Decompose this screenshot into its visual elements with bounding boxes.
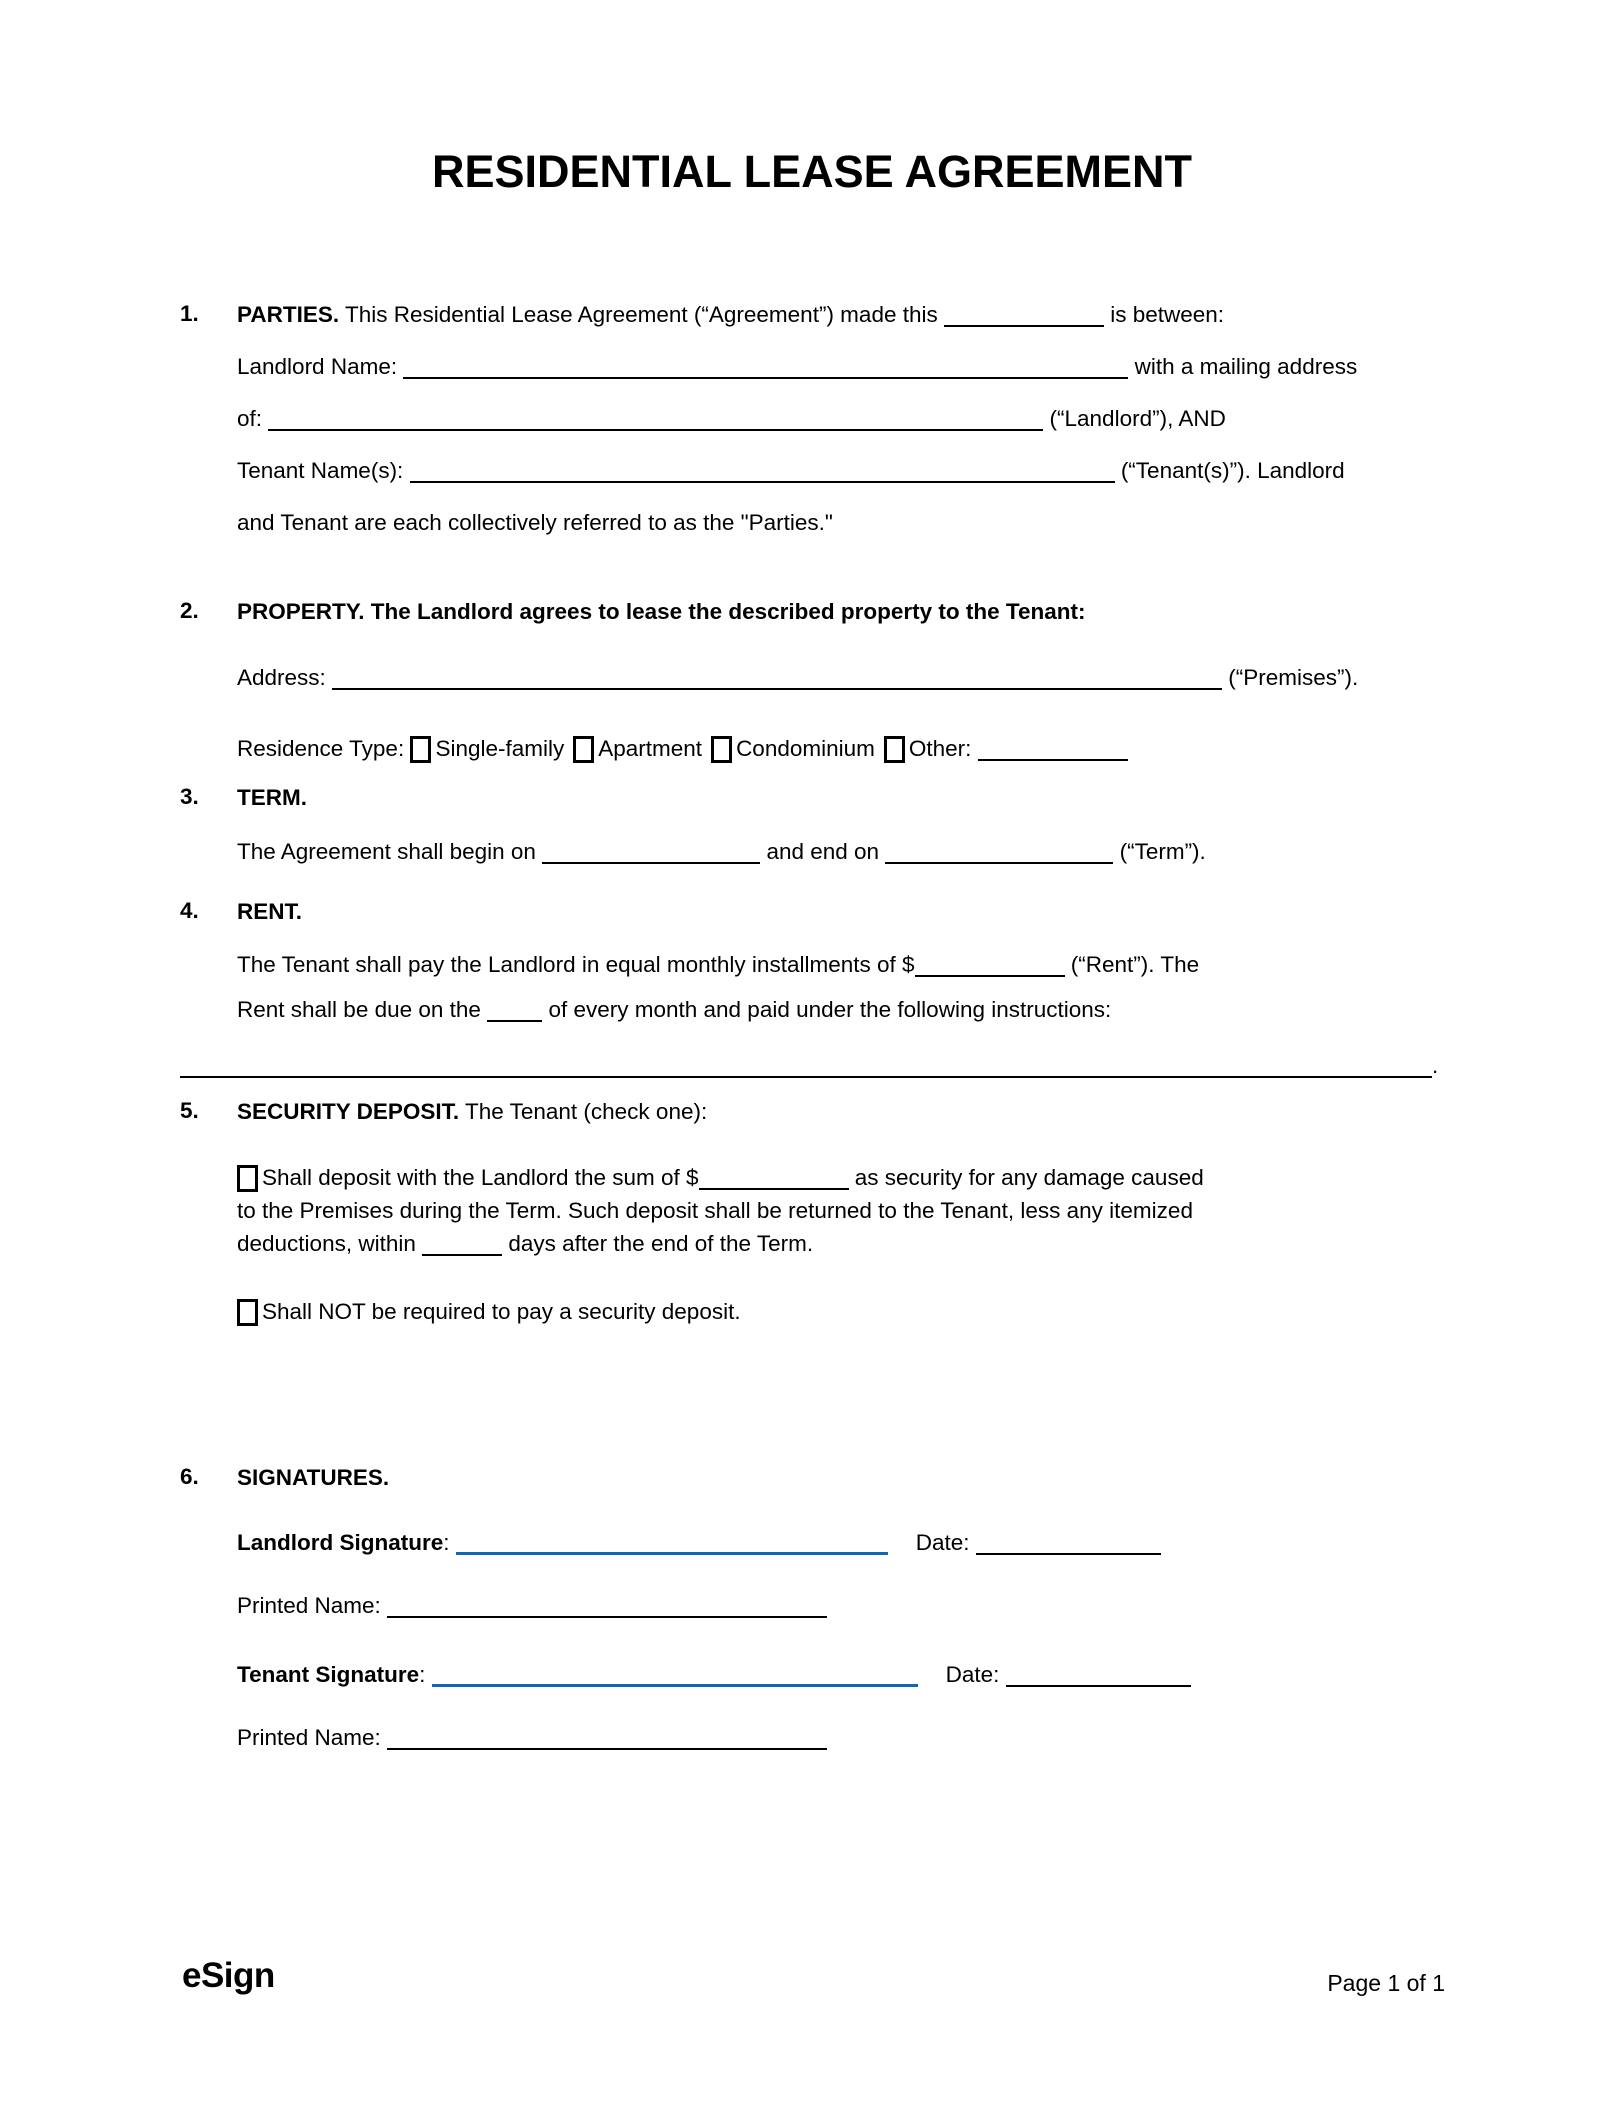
landlord-printed-name-label: Printed Name: [237, 1593, 388, 1618]
parties-closing-line: and Tenant are each collectively referred to as the "Parties." [237, 510, 833, 535]
tenant-names-blank[interactable] [410, 481, 1115, 483]
label-colon: : [443, 1530, 456, 1555]
deposit-opt1-text-b: as security for any damage caused [848, 1165, 1204, 1190]
tenant-printed-name-label: Printed Name: [237, 1725, 388, 1750]
term-tail: (“Term”). [1113, 839, 1206, 864]
tenant-name-tail: (“Tenant(s)”). Landlord [1114, 458, 1345, 483]
checkbox-no-deposit[interactable] [237, 1299, 258, 1326]
landlord-printed-name-row [237, 1591, 1444, 1621]
section-security-deposit [180, 1098, 1444, 1330]
deposit-opt1-text-c: deductions, within [237, 1231, 423, 1256]
term-start-blank[interactable] [542, 862, 760, 864]
deposit-opt1-text-d: days after the end of the Term. [502, 1231, 814, 1256]
tenant-printed-name-blank[interactable] [387, 1748, 827, 1750]
residence-type-line [237, 731, 1444, 767]
deposit-return-days-blank[interactable] [422, 1254, 502, 1256]
term-heading: TERM. [237, 785, 307, 810]
term-end-text: and end on [760, 839, 886, 864]
option-single-family-label: Single-family [435, 736, 565, 761]
deposit-opt2-text: Shall NOT be required to pay a security deposit. [262, 1299, 741, 1324]
checkbox-apartment[interactable] [573, 736, 594, 763]
payment-instructions-line [180, 1054, 1444, 1078]
document-title: RESIDENTIAL LEASE AGREEMENT [431, 146, 1193, 197]
parties-intro-tail: is between: [1103, 302, 1225, 327]
tenant-name-line [237, 457, 1444, 485]
property-heading-rest: The Landlord agrees to lease the described property to the Tenant: [364, 599, 1086, 624]
of-tail: (“Landlord”), AND [1043, 406, 1226, 431]
section-parties [180, 301, 1444, 537]
checkbox-other[interactable] [884, 736, 905, 763]
landlord-name-line [237, 353, 1444, 381]
deposit-opt1-text-a: Shall deposit with the Landlord the sum of $ [262, 1165, 699, 1190]
section-number: 4. [180, 898, 199, 923]
deposit-amount-blank[interactable] [699, 1188, 849, 1190]
tenant-date-label: Date: [945, 1662, 1006, 1687]
tenant-signature-line[interactable] [432, 1684, 918, 1687]
term-end-blank[interactable] [885, 862, 1113, 864]
deposit-opt1-text-l2: to the Premises during the Term. Such deposit shall be returned to the Tenant, less any itemized [237, 1198, 1193, 1223]
premises-address-blank[interactable] [332, 688, 1222, 690]
landlord-date-blank[interactable] [976, 1553, 1161, 1555]
document-body [0, 301, 1624, 1753]
landlord-address-blank[interactable] [268, 429, 1043, 431]
rent-due-text: Rent shall be due on the [237, 997, 488, 1022]
tenant-date-blank[interactable] [1006, 1685, 1191, 1687]
section-number: 5. [180, 1098, 199, 1123]
property-heading: PROPERTY. [237, 599, 365, 624]
term-dates-line [237, 838, 1444, 866]
page-indicator: Page 1 of 1 [1327, 1970, 1445, 1996]
rent-due-tail: of every month and paid under the following instructions: [542, 997, 1112, 1022]
deposit-heading: SECURITY DEPOSIT. [237, 1099, 460, 1124]
option-apartment-label: Apartment [598, 736, 703, 761]
rent-amount-text: The Tenant shall pay the Landlord in equal monthly installments of $ [237, 952, 915, 977]
landlord-name-tail: with a mailing address [1128, 354, 1358, 379]
esign-logo: eSign [182, 1956, 275, 1995]
residence-other-blank[interactable] [978, 759, 1128, 761]
option-other-label: Other: [908, 736, 972, 761]
of-label: of: [237, 406, 269, 431]
parties-intro-text: This Residential Lease Agreement (“Agreement”) made this [339, 302, 944, 327]
deposit-heading-rest: The Tenant (check one): [459, 1099, 708, 1124]
rent-heading-line [237, 898, 1444, 926]
landlord-printed-name-blank[interactable] [387, 1616, 827, 1618]
deposit-option-1 [237, 1161, 1444, 1260]
residence-type-label: Residence Type: [237, 736, 411, 761]
rent-heading: RENT. [237, 899, 303, 924]
term-heading-line [237, 784, 1444, 812]
checkbox-condominium[interactable] [711, 736, 732, 763]
option-condominium-label: Condominium [736, 736, 875, 761]
section-signatures [180, 1464, 1444, 1753]
deposit-option-2 [237, 1294, 1444, 1330]
rent-amount-line [237, 951, 1444, 979]
rent-due-line [237, 996, 1444, 1024]
agreement-date-blank[interactable] [944, 325, 1104, 327]
section-number: 3. [180, 784, 199, 809]
section-number: 1. [180, 301, 199, 326]
address-label: Address: [237, 665, 333, 690]
rent-amount-tail: (“Rent”). The [1064, 952, 1200, 977]
address-tail: (“Premises”). [1222, 665, 1359, 690]
parties-intro-line [237, 301, 1444, 329]
property-address-line [237, 664, 1444, 692]
landlord-name-blank[interactable] [403, 377, 1128, 379]
label-colon: : [419, 1662, 432, 1687]
section-property [180, 598, 1444, 767]
rent-due-day-blank[interactable] [487, 1020, 542, 1022]
checkbox-single-family[interactable] [410, 736, 431, 763]
landlord-address-line [237, 405, 1444, 433]
signatures-heading: SIGNATURES. [237, 1465, 390, 1490]
rent-amount-blank[interactable] [915, 975, 1065, 977]
tenant-signature-label: Tenant Signature [237, 1662, 420, 1687]
tenant-name-label: Tenant Name(s): [237, 458, 410, 483]
deposit-heading-line [237, 1098, 1444, 1126]
property-heading-line [237, 598, 1444, 626]
landlord-date-label: Date: [915, 1530, 976, 1555]
tenant-signature-row [237, 1660, 1444, 1690]
landlord-signature-line[interactable] [456, 1552, 888, 1555]
parties-heading: PARTIES. [237, 302, 340, 327]
section-number: 6. [180, 1464, 199, 1489]
term-begin-text: The Agreement shall begin on [237, 839, 543, 864]
landlord-signature-label: Landlord Signature [237, 1530, 444, 1555]
tenant-printed-name-row [237, 1723, 1444, 1753]
section-rent [180, 898, 1444, 1078]
landlord-name-label: Landlord Name: [237, 354, 404, 379]
payment-instructions-blank[interactable] [180, 1076, 1432, 1078]
checkbox-shall-deposit[interactable] [237, 1165, 258, 1192]
signatures-heading-line [237, 1464, 1444, 1492]
instructions-period: . [1432, 1053, 1439, 1078]
section-number: 2. [180, 598, 199, 623]
landlord-signature-row [237, 1528, 1444, 1558]
section-term [180, 784, 1444, 866]
